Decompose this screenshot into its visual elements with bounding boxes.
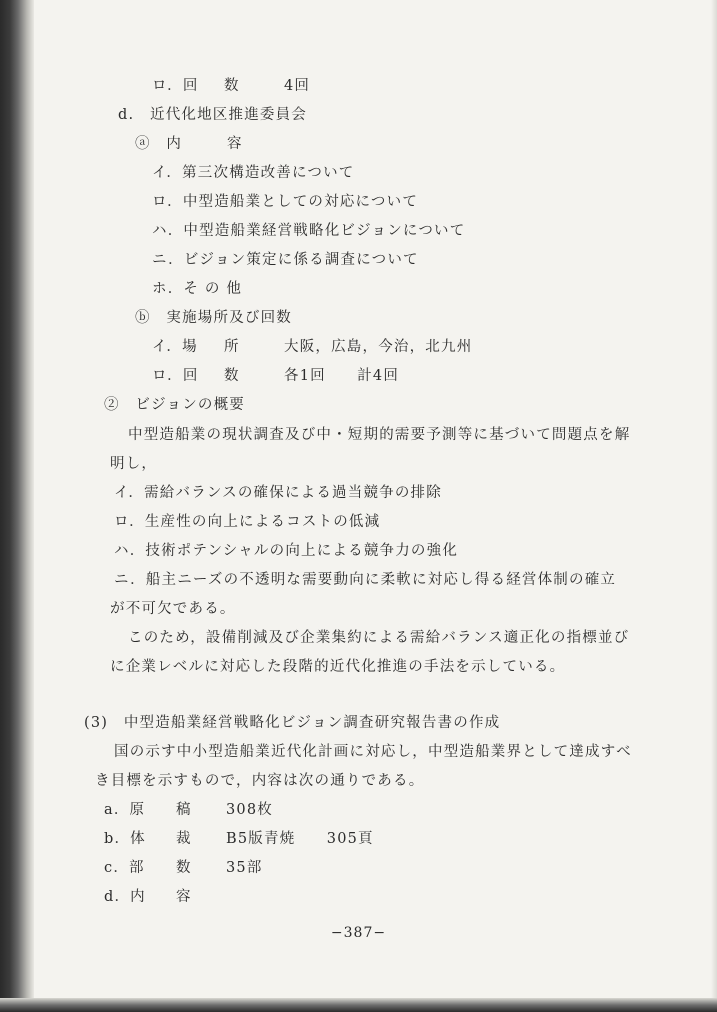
paragraph-line: 中型造船業の現状調査及び中・短期的需要予測等に基づいて問題点を解 — [128, 427, 631, 443]
list-item: ホ．そ の 他 — [152, 281, 243, 297]
page-bottom-edge — [0, 998, 717, 1012]
item-label: a．原 — [104, 802, 146, 818]
item-value: 大阪，広島，今治，北九州 — [284, 339, 473, 355]
sub-heading: ⓑ 実施場所及び回数 — [135, 310, 292, 326]
item-label: b．体 — [104, 831, 146, 847]
item-key: 数 — [224, 368, 240, 384]
item-key: 数 — [176, 860, 192, 876]
item-label: ⓐ 内 — [135, 136, 183, 152]
section-heading: (3) 中型造船業経営戦略化ビジョン調査研究報告書の作成 — [84, 715, 501, 731]
text-line — [104, 800, 273, 820]
list-item: イ．第三次構造改善について — [152, 165, 355, 181]
list-item: ロ．中型造船業としての対応について — [152, 194, 419, 210]
item-label: d．内 — [104, 889, 146, 905]
text-line — [104, 887, 192, 907]
text-line — [104, 829, 374, 849]
text-line — [152, 366, 399, 386]
list-item: ハ．中型造船業経営戦略化ビジョンについて — [152, 223, 466, 239]
item-key: 裁 — [176, 831, 192, 847]
list-item: ロ．生産性の向上によるコストの低減 — [114, 514, 381, 530]
item-label: ロ．回 — [152, 78, 199, 94]
text-line — [152, 76, 310, 96]
list-item: ニ．船主ニーズの不透明な需要動向に柔軟に対応し得る経営体制の確立 — [114, 572, 617, 588]
item-value: 4回 — [284, 78, 311, 94]
item-value: 308枚 — [226, 802, 273, 818]
page-number: −387− — [330, 925, 387, 941]
section-heading: d. 近代化地区推進委員会 — [118, 107, 307, 123]
text-line — [104, 858, 263, 878]
item-key: 稿 — [176, 802, 192, 818]
item-value: 各1回 計4回 — [284, 368, 400, 384]
item-key: 容 — [227, 136, 243, 152]
item-label: c．部 — [104, 860, 145, 876]
item-value: B5版青焼 305頁 — [226, 831, 374, 847]
item-label: イ．場 — [152, 339, 198, 355]
paragraph-line: き目標を示すもので，内容は次の通りである。 — [95, 773, 425, 789]
page-right-edge — [711, 0, 717, 1012]
paragraph-line: に企業レベルに対応した段階的近代化推進の手法を示している。 — [110, 659, 566, 675]
item-key: 容 — [176, 889, 192, 905]
item-key: 数 — [224, 78, 240, 94]
binding-edge — [0, 0, 34, 1012]
text-line — [135, 134, 243, 154]
list-item: ニ．ビジョン策定に係る調査について — [152, 252, 419, 268]
text-line — [152, 337, 472, 357]
item-key: 所 — [224, 339, 240, 355]
section-heading: ② ビジョンの概要 — [104, 397, 246, 413]
paragraph-line: このため，設備削減及び企業集約による需給バランス適正化の指標並び — [128, 630, 630, 646]
item-label: ロ．回 — [152, 368, 199, 384]
paragraph-line: 国の示す中小型造船業近代化計画に対応し，中型造船業界として達成すべ — [114, 744, 632, 760]
list-item: イ．需給バランスの確保による過当競争の排除 — [114, 485, 442, 501]
list-item: ハ．技術ポテンシャルの向上による競争力の強化 — [114, 543, 459, 559]
paragraph-line: が不可欠である。 — [110, 601, 236, 617]
item-value: 35部 — [226, 860, 263, 876]
paragraph-line: 明し， — [110, 456, 158, 472]
